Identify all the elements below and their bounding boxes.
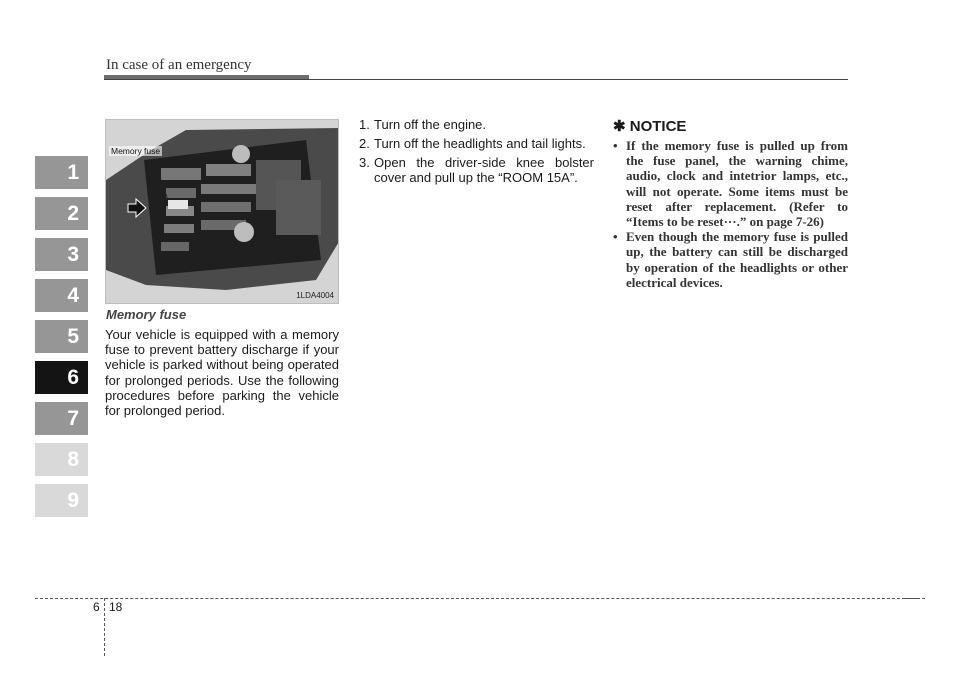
step-number: 2. — [359, 136, 370, 151]
memory-fuse-callout: Memory fuse — [111, 146, 161, 156]
chapter-tab-6[interactable]: 6 — [35, 361, 88, 394]
footer-rule — [35, 598, 925, 599]
chapter-tab-7[interactable]: 7 — [35, 402, 88, 435]
step-number: 1. — [359, 117, 370, 132]
notice-text: Even though the memory fuse is pulled up, the battery can still be discharged by operation of the headlights or other electrical devices. — [626, 229, 848, 290]
list-item — [359, 136, 594, 151]
procedure-steps — [359, 117, 594, 189]
chapter-tab-8[interactable]: 8 — [35, 443, 88, 476]
chapter-tab-5[interactable]: 5 — [35, 320, 88, 353]
notice-list — [613, 138, 848, 290]
notice-text: If the memory fuse is pulled up from the fuse panel, the warning chime, audio, clock and intetrior lamps, etc., will not operate. Some items must be reset after replacement. (Refer to “Items to be reset···.” on page 7-26) — [626, 138, 848, 230]
list-item — [613, 229, 848, 290]
footer-rule-end — [904, 598, 920, 599]
bullet-icon: • — [613, 138, 618, 153]
page-chapter: 6 — [93, 600, 100, 614]
footer-divider — [104, 598, 105, 656]
page-number: 18 — [109, 600, 123, 614]
chapter-tab-2[interactable]: 2 — [35, 197, 88, 230]
figure-caption: Memory fuse — [106, 307, 187, 322]
figure-code: 1LDA4004 — [296, 291, 334, 300]
list-item — [613, 138, 848, 229]
step-text: Turn off the headlights and tail lights. — [374, 136, 586, 151]
chapter-tab-3[interactable]: 3 — [35, 238, 88, 271]
list-item — [359, 117, 594, 132]
body-paragraph: Your vehicle is equipped with a memory fuse to prevent battery discharge if your vehicle is parked without being operated for prolonged periods. Use the following procedures before parking the vehicle for prolonged period. — [105, 327, 339, 419]
step-text: Open the driver-side knee bolster cover and pull up the “ROOM 15A”. — [374, 155, 594, 185]
chapter-tab-4[interactable]: 4 — [35, 279, 88, 312]
chapter-tab-9[interactable]: 9 — [35, 484, 88, 517]
step-text: Turn off the engine. — [374, 117, 487, 132]
header-rule — [104, 79, 848, 80]
list-item — [359, 155, 594, 185]
fuse-panel-photo — [105, 119, 339, 304]
chapter-tab-1[interactable]: 1 — [35, 156, 88, 189]
notice-heading: ✱ NOTICE — [613, 118, 687, 135]
section-title: In case of an emergency — [106, 57, 252, 73]
bullet-icon: • — [613, 229, 618, 245]
chapter-tabs — [35, 156, 88, 525]
step-number: 3. — [359, 155, 370, 170]
